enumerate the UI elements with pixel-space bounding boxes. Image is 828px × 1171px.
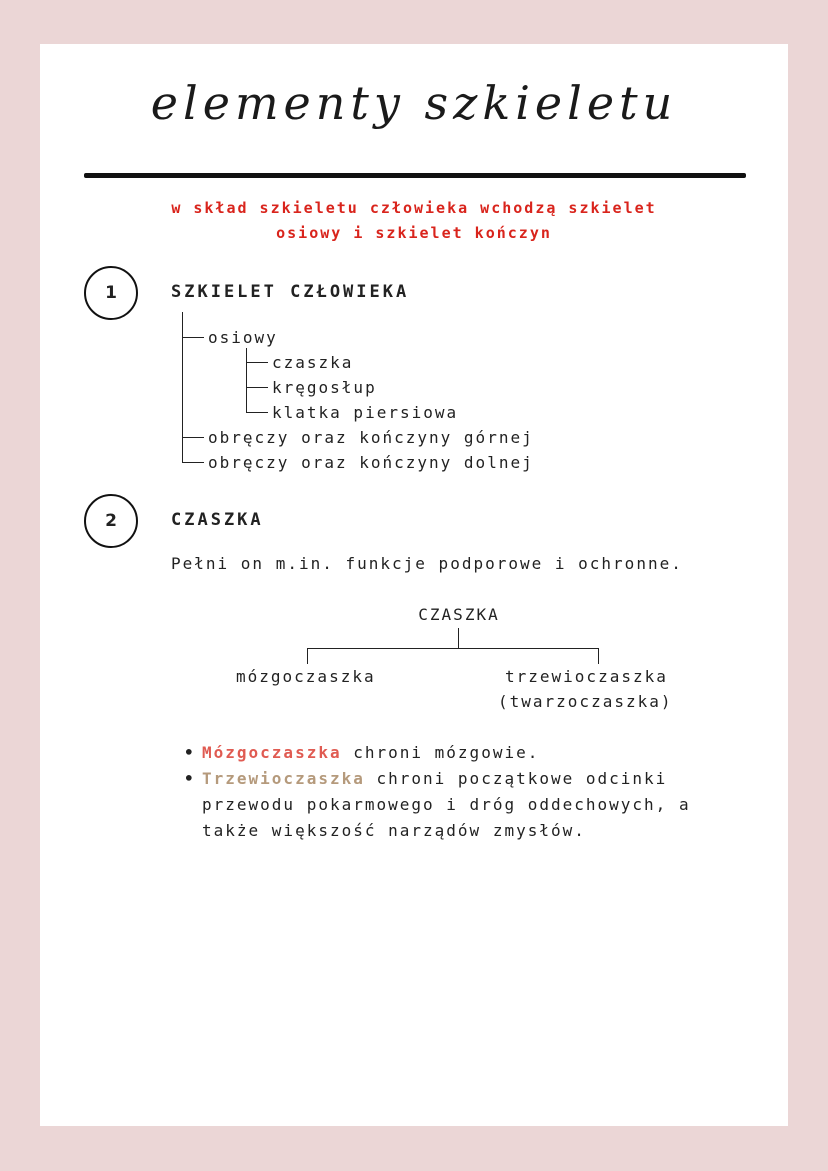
- section-2-heading: CZASZKA: [171, 510, 264, 530]
- intro-line-2: osiowy i szkielet kończyn: [276, 224, 552, 242]
- list-item: [184, 740, 754, 766]
- tree-item-spine: kręgosłup: [272, 378, 377, 397]
- tree-trunk: [182, 312, 183, 463]
- diagram-left-node: mózgoczaszka: [236, 667, 376, 686]
- diagram-root: CZASZKA: [418, 605, 500, 624]
- section-2-number-badge: 2: [84, 494, 138, 548]
- page-title: elementy szkieletu: [150, 76, 678, 130]
- diagram-right-node-alt: (twarzoczaszka): [498, 692, 673, 711]
- title-divider: [84, 173, 746, 178]
- term-neurocranium: Mózgoczaszka: [202, 743, 342, 762]
- bullet-dot: •: [184, 769, 196, 788]
- bullet-list: [184, 740, 754, 844]
- subtree-branch-1: [246, 362, 268, 363]
- subtree-branch-3: [246, 412, 268, 413]
- subtree-branch-2: [246, 387, 268, 388]
- tree-item-lower-limb: obręczy oraz kończyny dolnej: [208, 453, 534, 472]
- tree-item-ribcage: klatka piersiowa: [272, 403, 459, 422]
- tree-item-axial: osiowy: [208, 328, 278, 347]
- section-1-number-badge: 1: [84, 266, 138, 320]
- section-1-heading: SZKIELET CZŁOWIEKA: [171, 282, 410, 302]
- tree-branch-lower: [182, 462, 204, 463]
- intro-line-1: w skład szkieletu człowieka wchodzą szkielet: [171, 199, 657, 217]
- tree-branch-upper: [182, 437, 204, 438]
- diagram-right-stem: [598, 648, 599, 664]
- section-2-description: Pełni on m.in. funkcje podporowe i ochronne.: [171, 554, 683, 573]
- tree-item-upper-limb: obręczy oraz kończyny górnej: [208, 428, 534, 447]
- diagram-right-node: trzewioczaszka: [505, 667, 668, 686]
- bullet-dot: •: [184, 743, 196, 762]
- diagram-left-stem: [307, 648, 308, 664]
- term-viscerocranium: Trzewioczaszka: [202, 769, 365, 788]
- diagram-crossbar: [307, 648, 599, 649]
- subtree-trunk: [246, 348, 247, 413]
- list-item: [184, 766, 754, 844]
- diagram-root-stem: [458, 628, 459, 648]
- tree-item-skull: czaszka: [272, 353, 354, 372]
- tree-branch-axial: [182, 337, 204, 338]
- bullet-text: chroni początkowe odcinki przewodu pokarmowego i dróg oddechowych, a także większość narządów zmysłów.: [202, 769, 691, 840]
- bullet-text: chroni mózgowie.: [341, 743, 540, 762]
